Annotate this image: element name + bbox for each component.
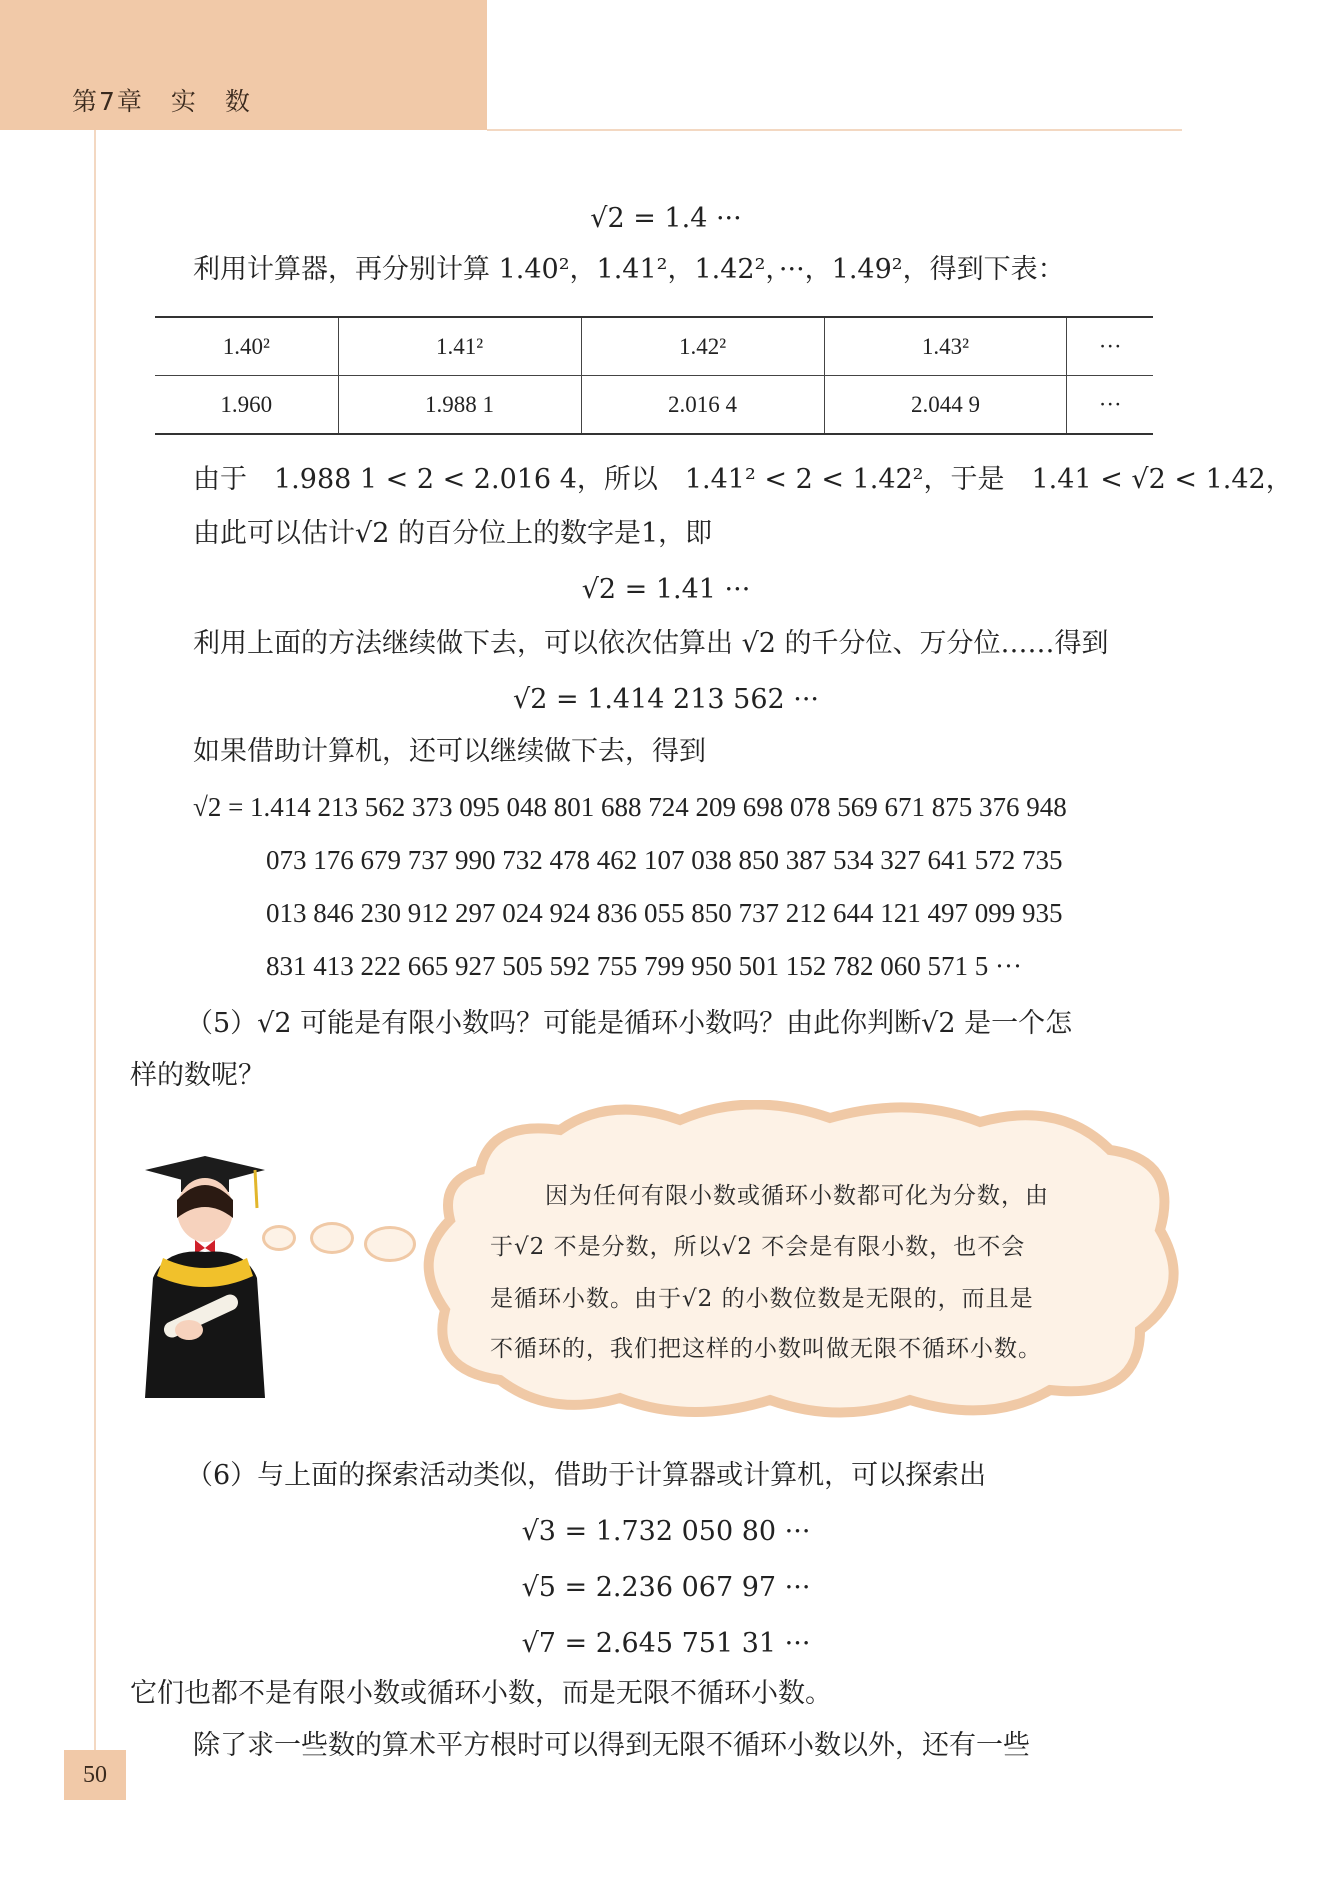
page-number: 50	[64, 1750, 126, 1800]
table-cell: 1.40²	[155, 317, 338, 376]
inequality-line: 由于 1.988 1 < 2 < 2.016 4，所以 1.41² < 2 < 1.42²，于是 1.41 < √2 < 1.42，	[193, 464, 1293, 495]
thought-bubble-medium	[310, 1222, 354, 1254]
computer-line: 如果借助计算机，还可以继续做下去，得到	[193, 736, 706, 767]
table-cell: ···	[1067, 317, 1153, 376]
question-5-line-1: （5）√2 可能是有限小数吗？可能是循环小数吗？由此你判断√2 是一个怎	[186, 1008, 1073, 1039]
sqrt3-value: √3 = 1.732 050 80 ···	[521, 1516, 811, 1547]
sqrt5-value: √5 = 2.236 067 97 ···	[521, 1572, 811, 1603]
table-cell: 1.42²	[581, 317, 824, 376]
sqrt2-approx-2: √2 = 1.41 ···	[581, 574, 751, 605]
thought-bubble-large	[364, 1226, 416, 1262]
calc-intro: 利用计算器，再分别计算 1.40²，1.41²，1.42²，···，1.49²，得到下表：	[193, 254, 1065, 285]
sqrt2-digits-line-4: 831 413 222 665 927 505 592 755 799 950 501 152 782 060 571 5 ···	[266, 951, 1022, 981]
table-cell: 1.41²	[338, 317, 581, 376]
last-line: 除了求一些数的算术平方根时可以得到无限不循环小数以外，还有一些	[193, 1730, 1030, 1761]
sqrt7-value: √7 = 2.645 751 31 ···	[521, 1628, 811, 1659]
sqrt2-approx-1: √2 = 1.4 ···	[590, 203, 742, 234]
sqrt2-approx-3: √2 = 1.414 213 562 ···	[512, 684, 820, 715]
continue-line: 利用上面的方法继续做下去，可以依次估算出 √2 的千分位、万分位……得到	[193, 628, 1109, 659]
cloud-text-line-4: 不循环的，我们把这样的小数叫做无限不循环小数。	[490, 1336, 1042, 1362]
table-cell: ···	[1067, 376, 1153, 435]
table-cell: 1.960	[155, 376, 338, 435]
cloud-text-line-2: 于√2 不是分数，所以√2 不会是有限小数，也不会	[490, 1234, 1026, 1260]
cloud-text-line-1: 因为任何有限小数或循环小数都可化为分数，由	[545, 1183, 1049, 1209]
conclusion-line: 它们也都不是有限小数或循环小数，而是无限不循环小数。	[130, 1678, 832, 1709]
header-rule	[487, 129, 1182, 131]
table-cell: 1.43²	[824, 317, 1067, 376]
graduate-girl-illustration	[125, 1148, 285, 1398]
question-5-line-2: 样的数呢？	[130, 1060, 265, 1091]
question-6-line: （6）与上面的探索活动类似，借助于计算器或计算机，可以探索出	[186, 1460, 987, 1491]
table-cell: 1.988 1	[338, 376, 581, 435]
cloud-text-line-3: 是循环小数。由于√2 的小数位数是无限的，而且是	[490, 1286, 1034, 1312]
sqrt2-digits-line-1: √2 = 1.414 213 562 373 095 048 801 688 724 209 698 078 569 671 875 376 948	[193, 792, 1067, 822]
estimate-line: 由此可以估计√2 的百分位上的数字是1，即	[193, 518, 713, 549]
thought-bubble-small	[262, 1225, 296, 1251]
table-cell: 2.016 4	[581, 376, 824, 435]
sqrt2-digits-line-3: 013 846 230 912 297 024 924 836 055 850 737 212 644 121 497 099 935	[266, 898, 1063, 928]
sqrt2-digits-line-2: 073 176 679 737 990 732 478 462 107 038 850 387 534 327 641 572 735	[266, 845, 1063, 875]
chapter-title: 第7章 实 数	[72, 87, 252, 116]
squares-table	[155, 316, 1153, 435]
table-cell: 2.044 9	[824, 376, 1067, 435]
